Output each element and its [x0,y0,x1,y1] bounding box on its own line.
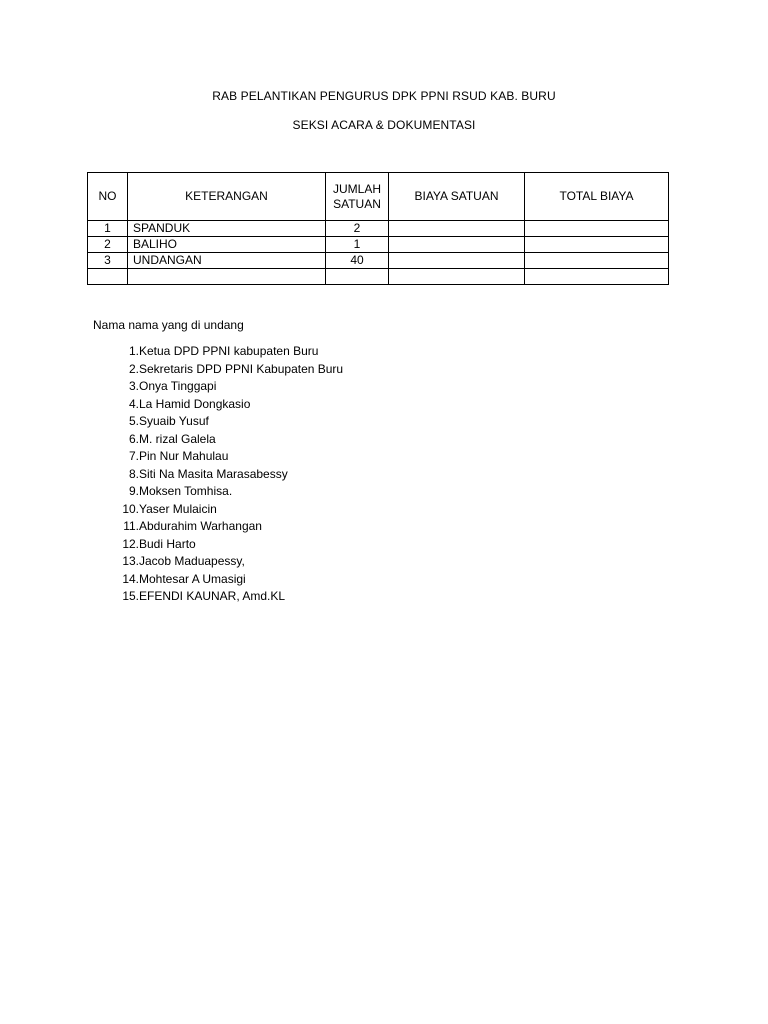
list-item-name: Abdurahim Warhangan [139,519,262,533]
list-item [106,343,319,361]
cell-total-biaya [525,269,669,285]
list-item [106,396,251,414]
list-item-number: 6. [128,431,139,446]
list-item-number: 8. [128,466,139,481]
cell-jumlah: 40 [326,253,389,269]
header-total-biaya: TOTAL BIAYA [525,173,669,221]
list-item [106,361,344,379]
cell-biaya-satuan [389,269,525,285]
table-row [88,253,669,269]
header-jumlah-satuan [326,173,389,221]
header-jumlah-line2: SATUAN [333,196,381,211]
list-item-number: 1. [128,344,139,358]
header-biaya-satuan: BIAYA SATUAN [389,173,525,221]
cell-jumlah: 1 [326,237,389,253]
list-item [106,378,217,396]
list-item-number: 4. [128,396,139,411]
list-item-number: 15. [122,589,139,603]
list-item-name: Pin Nur Mahulau [139,449,229,463]
cell-jumlah: 2 [326,221,389,237]
header-jumlah-line1: JUMLAH [332,181,381,196]
cell-no: 1 [88,221,128,237]
list-item [106,466,288,484]
list-item [106,536,196,554]
list-item [106,501,217,519]
cell-total-biaya [525,237,669,253]
list-item-name: Yaser Mulaicin [139,501,217,516]
list-item-name: M. rizal Galela [139,431,216,446]
cell-keterangan: SPANDUK [128,221,326,237]
list-item-name: Moksen Tomhisa. [139,484,233,498]
list-item-number: 10. [122,501,139,516]
budget-table [87,172,669,285]
list-item-name: Onya Tinggapi [139,379,217,393]
list-item-name: Ketua DPD PPNI kabupaten Buru [139,344,319,358]
list-item [106,413,209,431]
list-item-number: 2. [128,361,139,376]
list-item [106,518,262,536]
table-row [88,269,669,285]
list-item-name: Mohtesar A Umasigi [139,571,246,586]
invitees-list [106,343,344,606]
list-item-name: EFENDI KAUNAR, Amd.KL [139,589,286,603]
list-item-name: Budi Harto [139,536,196,551]
cell-biaya-satuan [389,221,525,237]
list-item [106,571,246,589]
cell-jumlah [326,269,389,285]
document-subtitle: SEKSI ACARA & DOKUMENTASI [292,118,476,132]
list-item-number: 9. [128,484,139,498]
invitees-heading: Nama nama yang di undang [93,318,244,332]
cell-keterangan [128,269,326,285]
list-item [106,553,245,571]
cell-no [88,269,128,285]
table-header-row [88,173,669,221]
table-row [88,221,669,237]
header-keterangan: KETERANGAN [128,173,326,221]
cell-biaya-satuan [389,253,525,269]
list-item [106,431,216,449]
list-item-number: 5. [128,414,139,428]
list-item [106,483,233,501]
cell-no: 3 [88,253,128,269]
cell-biaya-satuan [389,237,525,253]
list-item-name: La Hamid Dongkasio [139,396,251,411]
cell-total-biaya [525,221,669,237]
list-item-number: 11. [123,519,139,533]
list-item [106,448,229,466]
header-no: NO [88,173,128,221]
document-title: RAB PELANTIKAN PENGURUS DPK PPNI RSUD KAB. BURU [212,89,556,103]
cell-keterangan: BALIHO [128,237,326,253]
list-item-number: 12. [122,536,139,551]
list-item-number: 7. [128,449,139,463]
cell-keterangan: UNDANGAN [128,253,326,269]
list-item-number: 3. [128,379,139,393]
list-item-number: 14. [122,571,139,586]
list-item-name: Jacob Maduapessy, [139,554,245,568]
list-item-name: Sekretaris DPD PPNI Kabupaten Buru [139,361,344,376]
list-item-number: 13. [122,554,139,568]
list-item-name: Syuaib Yusuf [139,414,209,428]
list-item-name: Siti Na Masita Marasabessy [139,466,288,481]
table-row [88,237,669,253]
list-item [106,588,286,606]
cell-total-biaya [525,253,669,269]
cell-no: 2 [88,237,128,253]
